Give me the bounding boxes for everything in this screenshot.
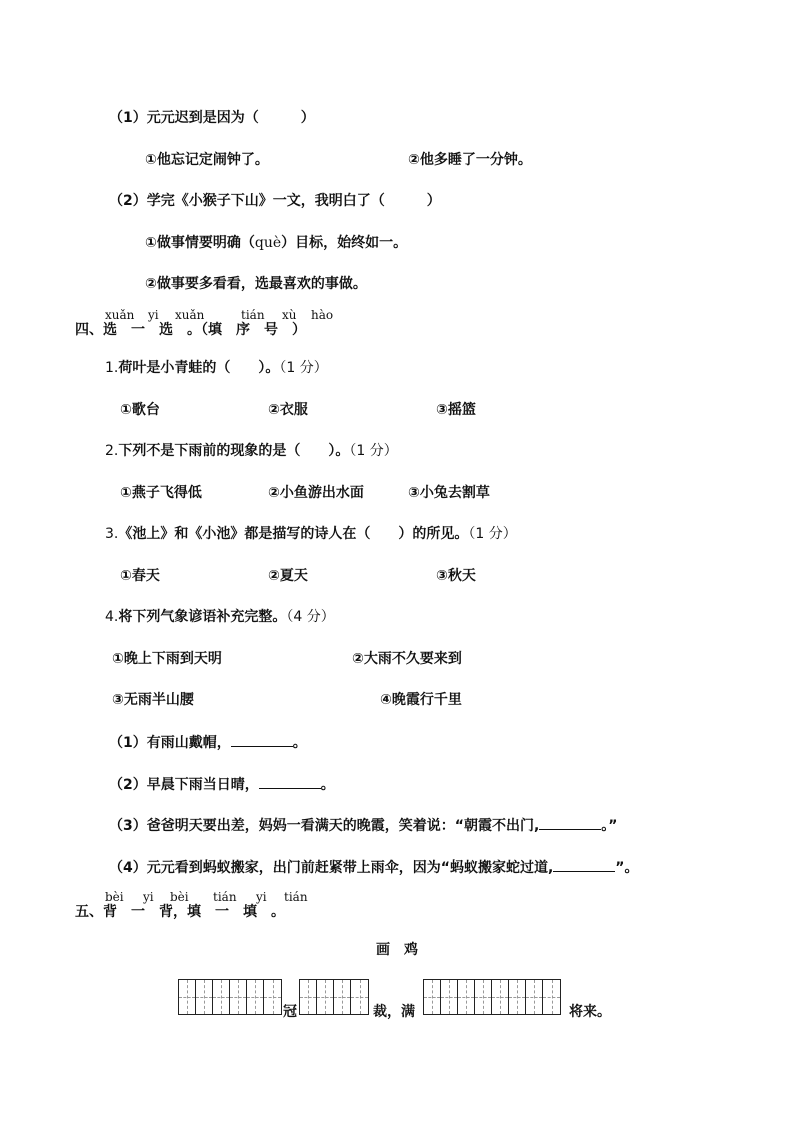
s4-q2-score: （1 分） <box>349 443 398 459</box>
s4-q1-opt2: ②衣服 <box>268 402 308 418</box>
s4-q4-fill-1 <box>109 732 307 753</box>
s4-q4-stem <box>105 607 335 627</box>
fill-1-post: 。 <box>292 735 307 751</box>
s4-q4-fill-4 <box>109 857 638 878</box>
q3-2-stem: （2）学完《小猴子下山》一文，我明白了（ ） <box>109 193 441 209</box>
s4-pinyin-2: yi <box>148 308 159 322</box>
fill-1-pre: （1）有雨山戴帽， <box>109 735 231 751</box>
write-grid-3[interactable] <box>423 979 561 1015</box>
s4-pinyin-5: xù <box>282 308 297 322</box>
s4-pinyin-1: xuǎn <box>105 308 135 322</box>
s4-q4-num: 4. <box>105 609 119 625</box>
fill-3-pre: （3）爸爸明天要出差，妈妈一看满天的晚霞，笑着说：“朝霞不出门, <box>109 818 540 834</box>
s4-q2-text: 下列不是下雨前的现象的是（ ）。 <box>118 443 350 459</box>
s4-q4-text: 将下列气象谚语补充完整。 <box>118 609 287 625</box>
s4-q4-opt3: ③无雨半山腰 <box>112 692 194 708</box>
q3-1-option-2: ②他多睡了一分钟。 <box>408 152 532 168</box>
s4-q3-text: 《池上》和《小池》都是描写的诗人在（ ）的所见。 <box>118 526 469 542</box>
s4-q3-opt2: ②夏天 <box>268 568 308 584</box>
s4-q4-opt2: ②大雨不久要来到 <box>352 651 462 667</box>
s4-q3-opt3: ③秋天 <box>436 568 476 584</box>
q3-2-option-1 <box>145 233 407 253</box>
fill-2-pre: （2）早晨下雨当日晴， <box>109 777 259 793</box>
write-grid-1[interactable] <box>178 979 282 1015</box>
s5-pinyin-6: tián <box>284 890 308 904</box>
s4-q4-fill-2 <box>109 774 335 795</box>
s4-q2-num: 2. <box>105 443 119 459</box>
s4-pinyin-4: tián <box>241 308 265 322</box>
fill-2-blank[interactable] <box>259 774 321 789</box>
s4-q2-stem <box>105 441 398 461</box>
s5-pinyin-5: yi <box>256 890 267 904</box>
section-5-heading: 五、背 一 背，填 一 填 。 <box>75 904 285 920</box>
q3-2-option-1-b: ）目标，始终如一。 <box>281 235 408 251</box>
s4-q3-score: （1 分） <box>468 526 517 542</box>
poem-text-jiang-lai: 将来。 <box>569 1004 611 1020</box>
s5-pinyin-1: bèi <box>105 890 124 904</box>
s5-pinyin-4: tián <box>213 890 237 904</box>
section-4-heading: 四、选 一 选 。（填 序 号 ） <box>75 322 306 338</box>
poem-char-guan: 冠 <box>283 1004 297 1020</box>
s4-q4-score: （4 分） <box>286 609 335 625</box>
s4-q2-opt2: ②小鱼游出水面 <box>268 485 364 501</box>
s4-q4-opt1: ①晚上下雨到天明 <box>112 651 222 667</box>
s4-pinyin-6: hào <box>311 308 334 322</box>
q3-2-option-2: ②做事要多看看，选最喜欢的事做。 <box>145 276 367 292</box>
s4-q1-num: 1. <box>105 360 119 376</box>
s4-q1-text: 荷叶是小青蛙的（ ）。 <box>118 360 280 376</box>
s4-pinyin-3: xuǎn <box>175 308 205 322</box>
q3-2-option-1-a: ①做事情要明确（ <box>145 235 255 251</box>
s4-q4-fill-3 <box>109 815 617 836</box>
s4-q3-num: 3. <box>105 526 119 542</box>
que-pinyin: què <box>254 235 282 251</box>
fill-3-post: 。” <box>601 818 618 834</box>
s4-q4-opt4: ④晚霞行千里 <box>380 692 462 708</box>
s4-q2-opt1: ①燕子飞得低 <box>120 485 202 501</box>
fill-2-post: 。 <box>320 777 335 793</box>
fill-3-blank[interactable] <box>539 815 601 830</box>
poem-title: 画 鸡 <box>376 942 418 958</box>
q3-1-option-1: ①他忘记定闹钟了。 <box>145 152 269 168</box>
s5-pinyin-3: bèi <box>170 890 189 904</box>
s4-q2-opt3: ③小兔去割草 <box>408 485 490 501</box>
s4-q1-opt3: ③摇篮 <box>436 402 476 418</box>
fill-1-blank[interactable] <box>231 732 293 747</box>
s5-pinyin-2: yi <box>143 890 154 904</box>
s4-q3-stem <box>105 524 517 544</box>
fill-4-pre: （4）元元看到蚂蚁搬家，出门前赶紧带上雨伞，因为“蚂蚁搬家蛇过道, <box>109 860 554 876</box>
fill-4-blank[interactable] <box>553 857 615 872</box>
fill-4-post: ”。 <box>615 860 639 876</box>
s4-q3-opt1: ①春天 <box>120 568 160 584</box>
write-grid-2[interactable] <box>299 979 369 1015</box>
s4-q1-score: （1 分） <box>279 360 328 376</box>
s4-q1-stem <box>105 358 328 378</box>
poem-text-cai-man: 裁，满 <box>373 1004 415 1020</box>
q3-1-stem: （1）元元迟到是因为（ ） <box>109 110 315 126</box>
s4-q1-opt1: ①歌台 <box>120 402 160 418</box>
